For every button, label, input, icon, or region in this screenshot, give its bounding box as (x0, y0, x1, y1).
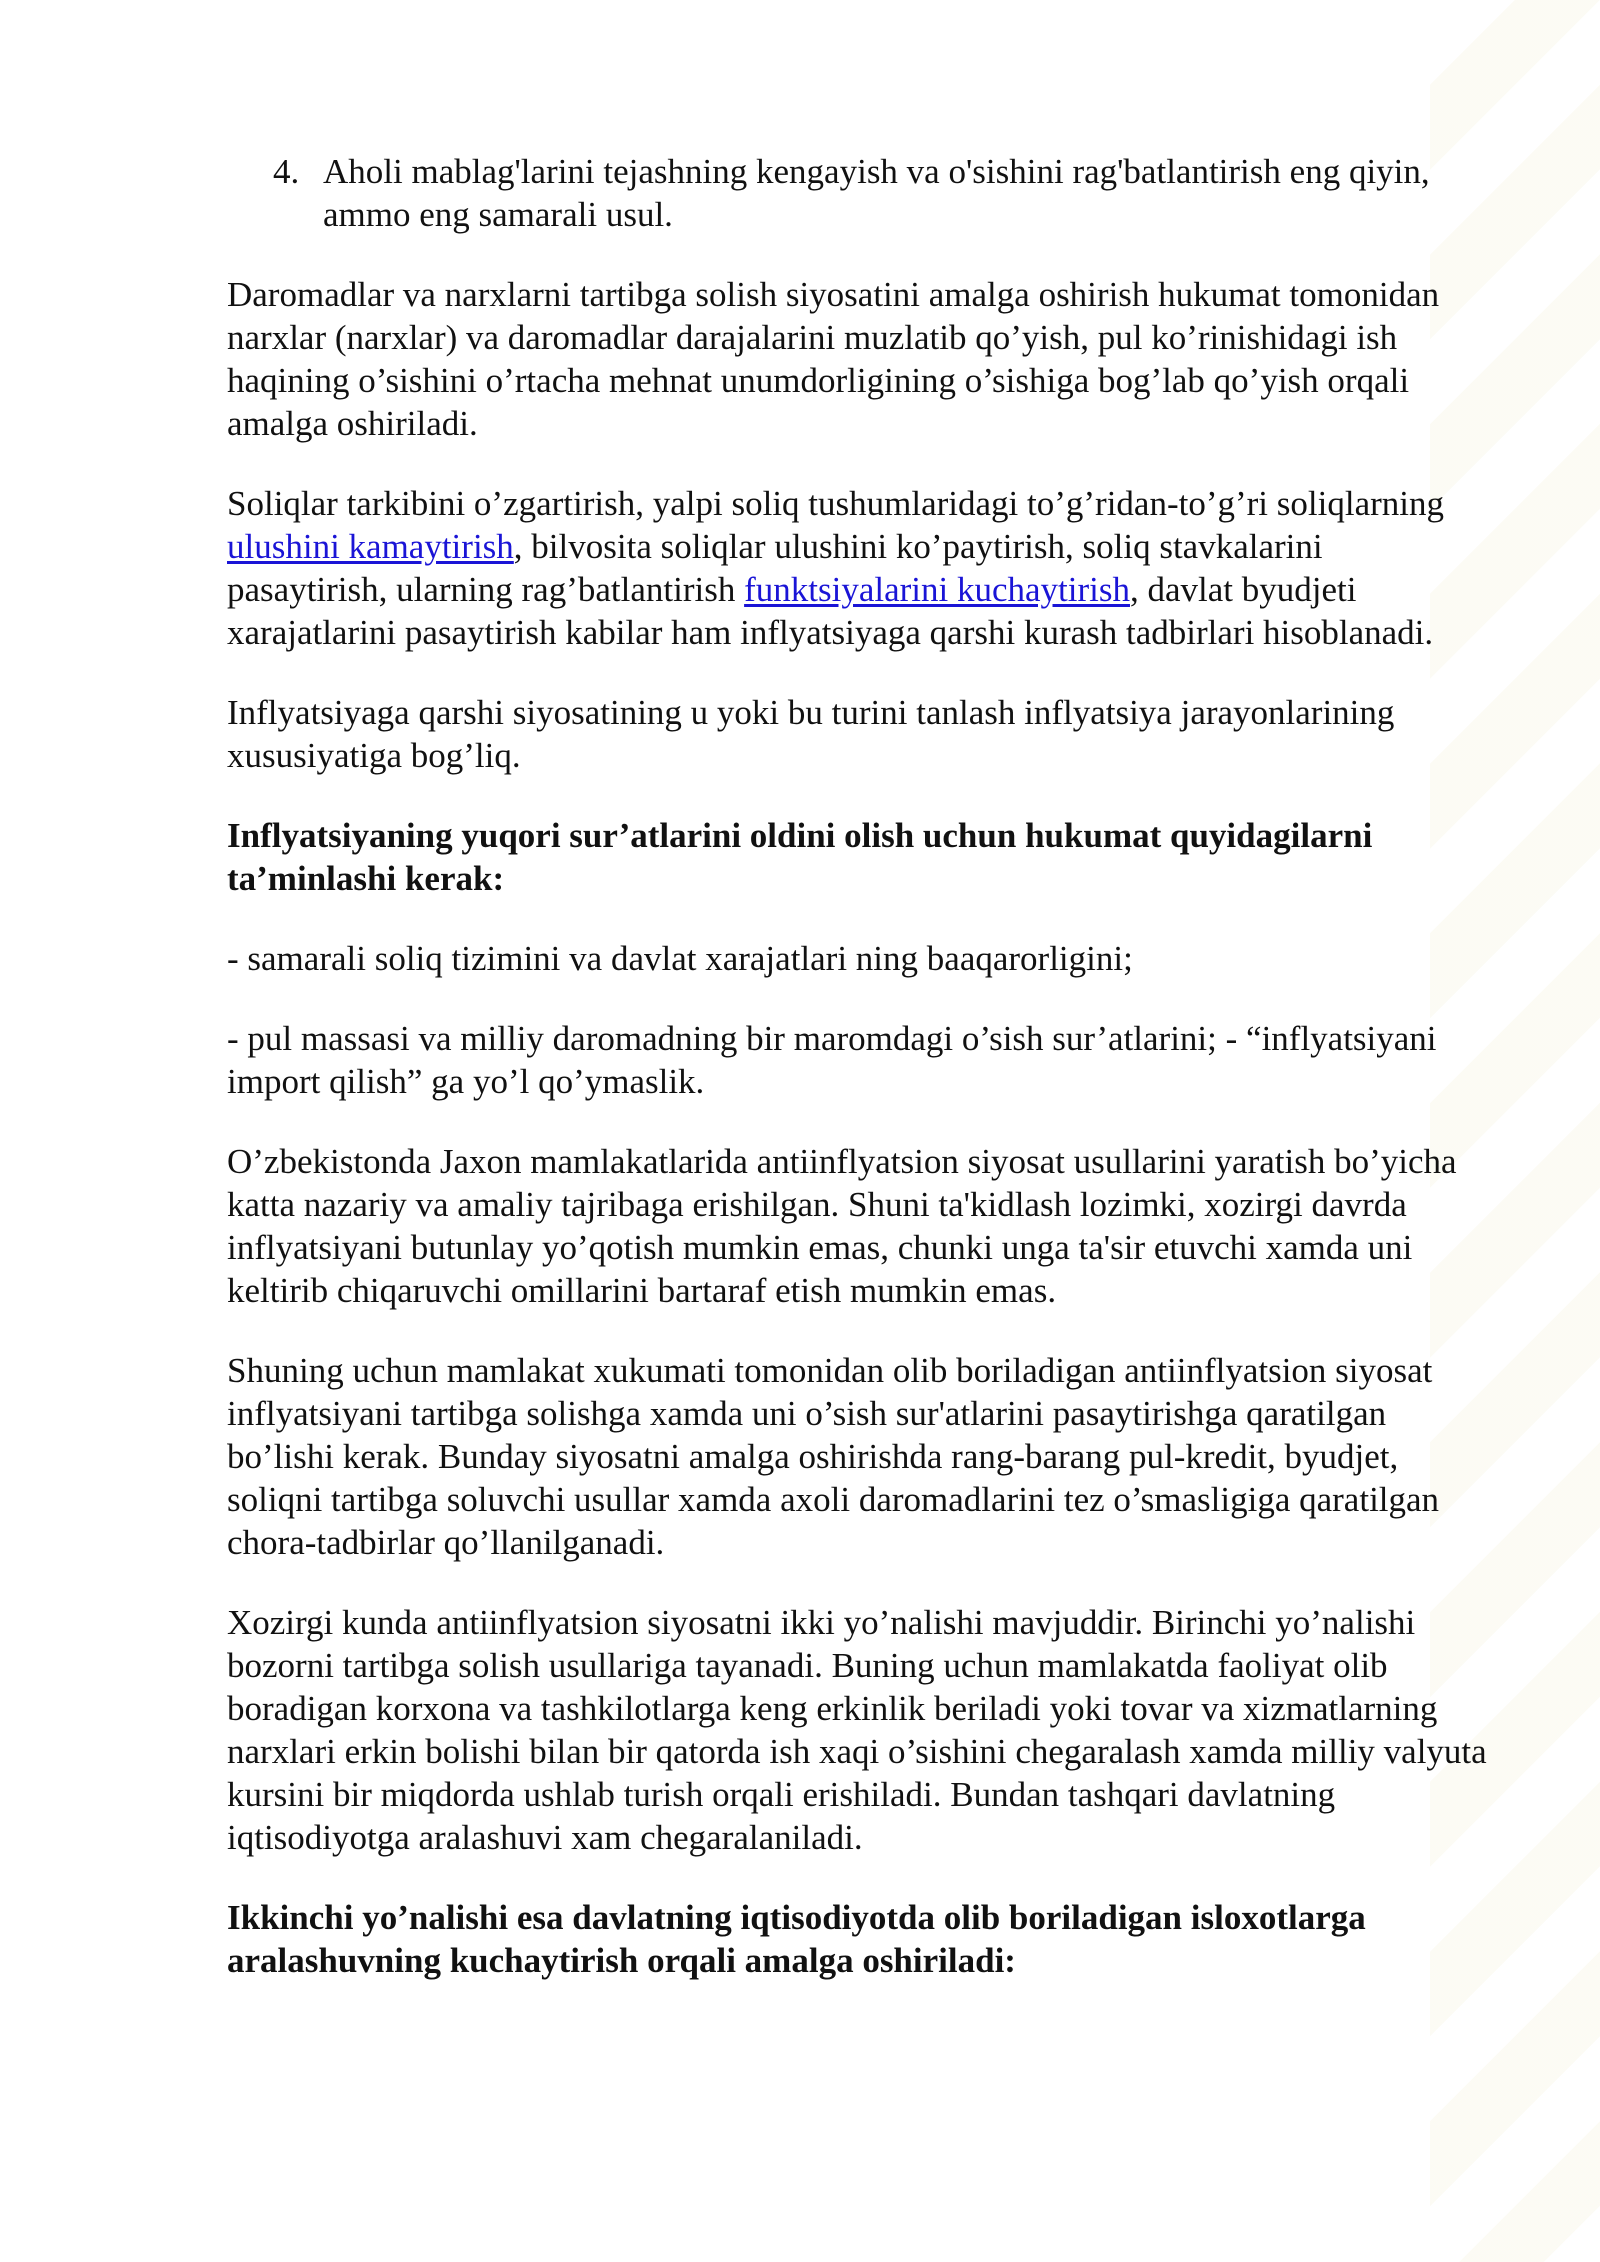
link-funktsiyalarini-kuchaytirish[interactable]: funktsiyalarini kuchaytirish (744, 570, 1130, 609)
bullet-money-supply: - pul massasi va milliy daromadning bir maromdagi o’sish sur’atlarini; - “inflyatsiyani import qilish” ga yo’l qo’ymaslik. (227, 1019, 1437, 1101)
paragraph-tax-structure (227, 482, 1487, 654)
section-heading: Inflyatsiyaning yuqori sur’atlarini oldini olish uchun hukumat quyidagilarni ta’minlashi kerak: (227, 816, 1373, 898)
section-heading: Ikkinchi yo’nalishi esa davlatning iqtisodiyotda olib boriladigan isloxotlarga aralashuvning kuchaytirish orqali amalga oshiriladi: (227, 1898, 1366, 1980)
paragraph-text: , bilvosita soliqlar ulushini ko’paytirish, soliq stavkalarini pasaytirish, ularning rag’batlantirish (227, 527, 1323, 609)
bullet-tax-system: - samarali soliq tizimini va davlat xarajatlari ning baaqarorligini; (227, 939, 1133, 978)
list-item-number: 4. (273, 152, 300, 191)
document-body (227, 150, 1487, 2019)
link-ulushini-kamaytirish[interactable]: ulushini kamaytirish (227, 527, 514, 566)
paragraph-government-policy: Shuning uchun mamlakat xukumati tomonidan olib boriladigan antiinflyatsion siyosat inflyatsiyani tartibga solishga xamda uni o’sish sur'atlarini pasaytirishga qaratilgan bo’lishi kerak. Bunday siyosatni amalga oshirishda rang-barang pul-kredit, byudjet, soliqni tartibga soluvchi usullar xamda axoli daromadlarini tez o’smasligiga qaratilgan chora-tadbirlar qo’llanilganadi. (227, 1351, 1440, 1562)
list-item (227, 150, 1487, 236)
paragraph-uzbekistan-experience: O’zbekistonda Jaxon mamlakatlarida antiinflyatsion siyosat usullarini yaratish bo’yicha katta nazariy va amaliy tajribaga erishilgan. Shuni ta'kidlash lozimki, xozirgi davrda inflyatsiyani butunlay yo’qotish mumkin emas, chunki unga ta'sir etuvchi xamda uni keltirib chiqaruvchi omillarini bartaraf etish mumkin emas. (227, 1142, 1457, 1310)
paragraph-income-price-regulation: Daromadlar va narxlarni tartibga solish siyosatini amalga oshirish hukumat tomonidan narxlar (narxlar) va daromadlar darajalarini muzlatib qo’yish, pul ko’rinishidagi ish haqining o’sishini o’rtacha mehnat unumdorligining o’sishiga bog’lab qo’yish orqali amalga oshiriladi. (227, 275, 1440, 443)
paragraph-text: Soliqlar tarkibini o’zgartirish, yalpi soliq tushumlaridagi to’g’ridan-to’g’ri soliqlarning (227, 484, 1444, 523)
paragraph-text: , davlat byudjeti xarajatlarini pasaytirish kabilar ham inflyatsiyaga qarshi kurash tadbirlari hisoblanadi. (227, 570, 1434, 652)
list-item-text: Aholi mablag'larini tejashning kengayish va o'sishini rag'batlantirish eng qiyin, ammo eng samarali usul. (323, 152, 1430, 234)
paragraph-two-directions: Xozirgi kunda antiinflyatsion siyosatni ikki yo’nalishi mavjuddir. Birinchi yo’nalishi bozorni tartibga solish usullariga tayanadi. Buning uchun mamlakatda faoliyat olib boradigan korxona va tashkilotlarga keng erkinlik beriladi yoki tovar va xizmatlarning narxlari erkin bolishi bilan bir qatorda ish xaqi o’sishini chegaralash xamda milliy valyuta kursini bir miqdorda ushlab turish orqali erishiladi. Bundan tashqari davlatning iqtisodiyotga aralashuvi xam chegaralaniladi. (227, 1603, 1487, 1857)
paragraph-policy-choice: Inflyatsiyaga qarshi siyosatining u yoki bu turini tanlash inflyatsiya jarayonlarining xususiyatiga bog’liq. (227, 693, 1395, 775)
